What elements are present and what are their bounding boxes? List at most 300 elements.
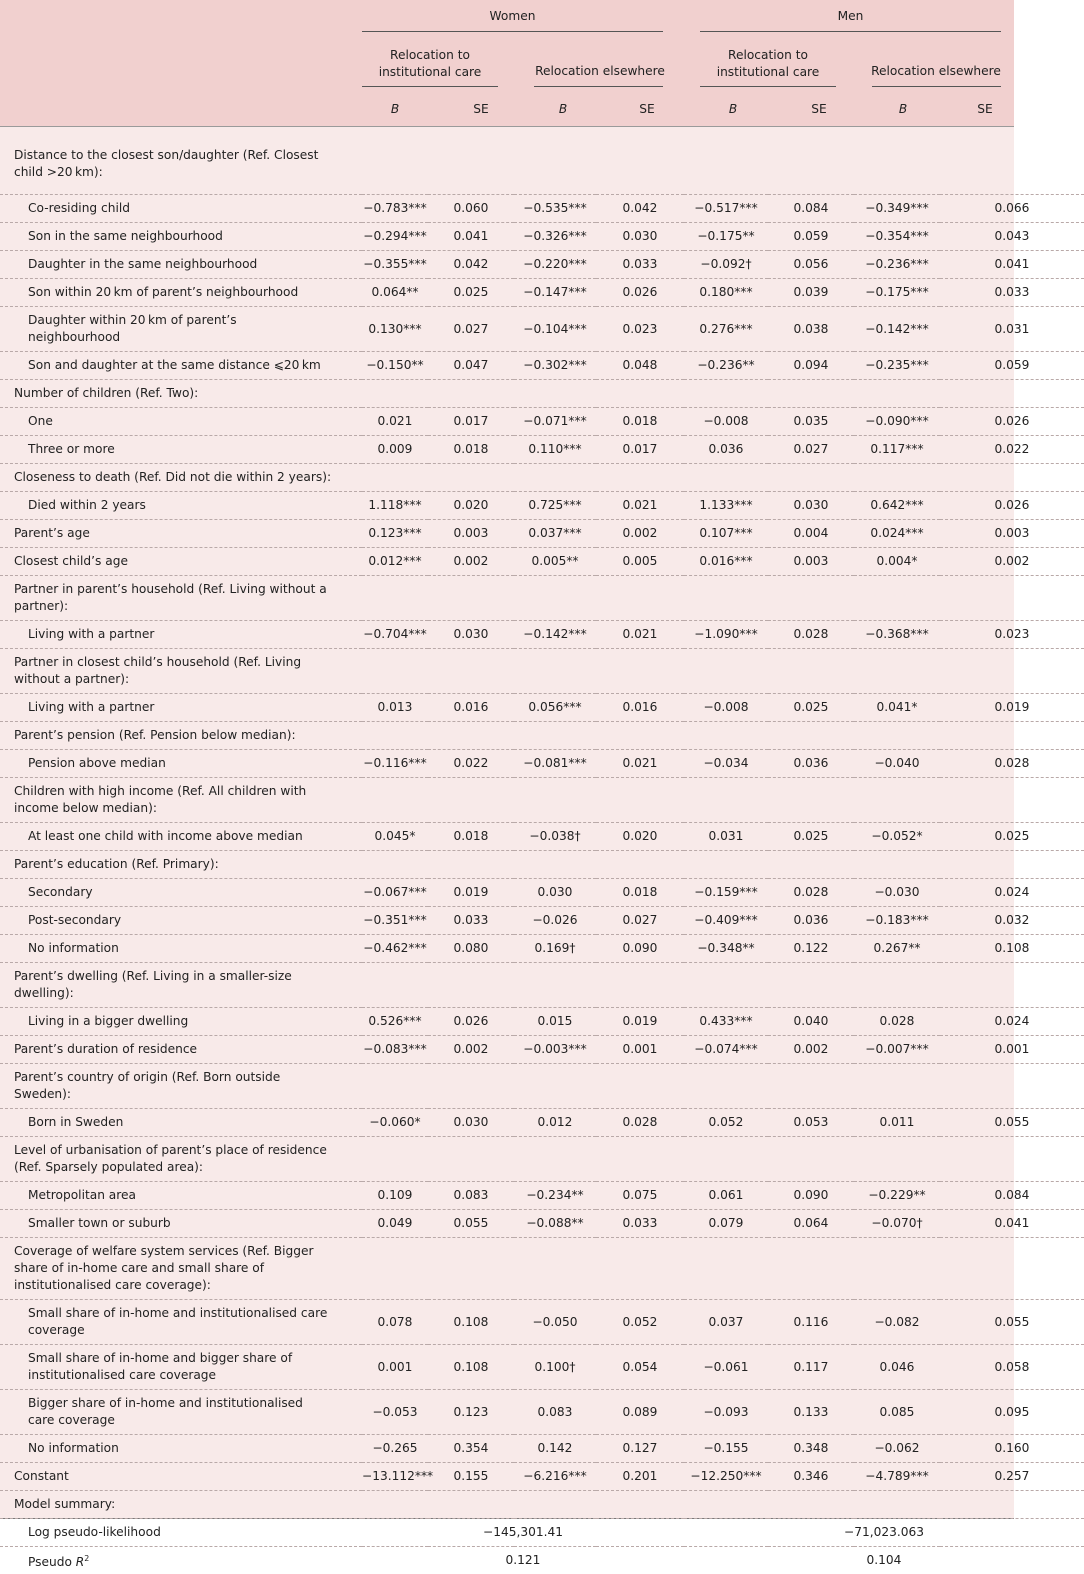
coef-cell: 0.107*** bbox=[684, 520, 768, 548]
row-label bbox=[0, 1463, 362, 1491]
row-label bbox=[0, 1210, 362, 1238]
table-row bbox=[0, 1547, 1084, 1574]
se-cell: 0.056 bbox=[768, 251, 854, 279]
se-cell: 0.020 bbox=[596, 823, 684, 851]
coef-cell: 0.046 bbox=[854, 1345, 940, 1390]
row-label bbox=[0, 464, 362, 492]
row-label bbox=[0, 1300, 362, 1345]
row-label-line: Parent’s education (Ref. Primary): bbox=[14, 856, 362, 873]
coef-cell: 0.267** bbox=[854, 935, 940, 963]
empty-cells bbox=[362, 127, 1084, 195]
se-cell: 0.346 bbox=[768, 1463, 854, 1491]
se-cell: 0.039 bbox=[768, 279, 854, 307]
se-cell: 0.133 bbox=[768, 1390, 854, 1435]
row-label-line: Co-residing child bbox=[28, 200, 362, 217]
se-cell: 0.030 bbox=[428, 621, 514, 649]
row-label-line: Post-secondary bbox=[28, 912, 362, 929]
empty-cells bbox=[362, 1491, 1084, 1519]
men-relocation-institutional-header bbox=[700, 47, 836, 81]
table-body bbox=[0, 127, 1084, 1574]
coef-cell: 0.433*** bbox=[684, 1008, 768, 1036]
coef-cell: −0.235*** bbox=[854, 352, 940, 380]
row-label bbox=[0, 492, 362, 520]
coef-cell: −0.183*** bbox=[854, 907, 940, 935]
table-row bbox=[0, 1238, 1084, 1300]
se-cell: 0.089 bbox=[596, 1390, 684, 1435]
se-cell: 0.055 bbox=[940, 1300, 1084, 1345]
coef-cell: 0.016*** bbox=[684, 548, 768, 576]
coef-cell: −0.326*** bbox=[514, 223, 596, 251]
se-cell: 0.016 bbox=[596, 694, 684, 722]
coef-cell: 0.526*** bbox=[362, 1008, 428, 1036]
table-row bbox=[0, 935, 1084, 963]
se-cell: 0.002 bbox=[940, 548, 1084, 576]
table-row bbox=[0, 1390, 1084, 1435]
coef-cell: 0.123*** bbox=[362, 520, 428, 548]
se-cell: 0.058 bbox=[940, 1345, 1084, 1390]
se-cell: 0.030 bbox=[428, 1109, 514, 1137]
se-cell: 0.080 bbox=[428, 935, 514, 963]
se-cell: 0.017 bbox=[428, 408, 514, 436]
row-label-italic: R bbox=[76, 1555, 84, 1569]
row-label-line: Parent’s dwelling (Ref. Living in a smaller-size bbox=[14, 968, 362, 985]
coef-cell: 0.030 bbox=[514, 879, 596, 907]
row-label-text: Pseudo bbox=[28, 1555, 76, 1569]
table-row bbox=[0, 649, 1084, 694]
se-cell: 0.019 bbox=[596, 1008, 684, 1036]
se-cell: 0.021 bbox=[596, 750, 684, 778]
se-cell: 0.160 bbox=[940, 1435, 1084, 1463]
table-row bbox=[0, 1064, 1084, 1109]
row-label-line: Parent’s age bbox=[14, 525, 362, 542]
row-label-line: Smaller town or suburb bbox=[28, 1215, 362, 1232]
se-cell: 0.040 bbox=[768, 1008, 854, 1036]
men-rel-inst-line1: Relocation to bbox=[700, 47, 836, 64]
coef-cell: −0.351*** bbox=[362, 907, 428, 935]
se-cell: 0.042 bbox=[596, 195, 684, 223]
se-cell: 0.055 bbox=[428, 1210, 514, 1238]
se-cell: 0.018 bbox=[428, 436, 514, 464]
coef-cell: −0.003*** bbox=[514, 1036, 596, 1064]
coef-cell: −0.040 bbox=[854, 750, 940, 778]
coef-cell: 0.015 bbox=[514, 1008, 596, 1036]
table-row bbox=[0, 750, 1084, 778]
row-label-line: Partner in parent’s household (Ref. Living without a bbox=[14, 581, 362, 598]
se-cell: 0.030 bbox=[596, 223, 684, 251]
row-label bbox=[0, 649, 362, 694]
row-label-line: Pension above median bbox=[28, 755, 362, 772]
se-cell: 0.155 bbox=[428, 1463, 514, 1491]
se-cell: 0.055 bbox=[940, 1109, 1084, 1137]
table-row bbox=[0, 1137, 1084, 1182]
se-cell: 0.038 bbox=[768, 307, 854, 352]
se-cell: 0.066 bbox=[940, 195, 1084, 223]
women-else-rule bbox=[534, 86, 663, 87]
coef-cell: −12.250*** bbox=[684, 1463, 768, 1491]
se-cell: 0.041 bbox=[940, 251, 1084, 279]
se-cell: 0.018 bbox=[596, 879, 684, 907]
empty-cells bbox=[362, 1238, 1084, 1300]
empty-cells bbox=[362, 851, 1084, 879]
coef-cell: −0.150** bbox=[362, 352, 428, 380]
se-cell: 0.018 bbox=[596, 408, 684, 436]
row-label bbox=[0, 195, 362, 223]
row-label-line: Son in the same neighbourhood bbox=[28, 228, 362, 245]
row-label-line: Living with a partner bbox=[28, 626, 362, 643]
coef-cell: −0.302*** bbox=[514, 352, 596, 380]
table-row bbox=[0, 823, 1084, 851]
se-cell: 0.026 bbox=[596, 279, 684, 307]
coef-cell: 0.036 bbox=[684, 436, 768, 464]
table-row bbox=[0, 1345, 1084, 1390]
se-cell: 0.108 bbox=[428, 1300, 514, 1345]
row-label bbox=[0, 823, 362, 851]
table-row bbox=[0, 722, 1084, 750]
se-cell: 0.075 bbox=[596, 1182, 684, 1210]
coef-cell: 0.064** bbox=[362, 279, 428, 307]
col-b-women-else: B bbox=[530, 102, 596, 116]
table-row bbox=[0, 436, 1084, 464]
se-cell: 0.025 bbox=[940, 823, 1084, 851]
se-cell: 0.042 bbox=[428, 251, 514, 279]
se-cell: 0.019 bbox=[428, 879, 514, 907]
se-cell: 0.041 bbox=[940, 1210, 1084, 1238]
row-label bbox=[0, 1008, 362, 1036]
table-row bbox=[0, 380, 1084, 408]
col-se-women-inst: SE bbox=[448, 102, 514, 116]
coef-cell: −0.229** bbox=[854, 1182, 940, 1210]
se-cell: 0.002 bbox=[768, 1036, 854, 1064]
row-label bbox=[0, 694, 362, 722]
coef-cell: −0.704*** bbox=[362, 621, 428, 649]
coef-cell: −0.092† bbox=[684, 251, 768, 279]
row-label-line: At least one child with income above median bbox=[28, 828, 362, 845]
row-label-line: Son and daughter at the same distance ⩽20 km bbox=[28, 357, 362, 374]
se-cell: 0.084 bbox=[940, 1182, 1084, 1210]
women-relocation-elsewhere-header: Relocation elsewhere bbox=[530, 64, 670, 78]
coef-cell: −0.070† bbox=[854, 1210, 940, 1238]
se-cell: 0.026 bbox=[428, 1008, 514, 1036]
coef-cell: 0.083 bbox=[514, 1390, 596, 1435]
coef-cell: 0.078 bbox=[362, 1300, 428, 1345]
row-label-line: Parent’s country of origin (Ref. Born outside bbox=[14, 1069, 362, 1086]
se-cell: 0.201 bbox=[596, 1463, 684, 1491]
coef-cell: −0.265 bbox=[362, 1435, 428, 1463]
se-cell: 0.031 bbox=[940, 307, 1084, 352]
row-label bbox=[0, 778, 362, 823]
women-inst-rule bbox=[362, 86, 498, 87]
row-label-line: Level of urbanisation of parent’s place of residence bbox=[14, 1142, 362, 1159]
table-row bbox=[0, 907, 1084, 935]
se-cell: 0.084 bbox=[768, 195, 854, 223]
coef-cell: −0.147*** bbox=[514, 279, 596, 307]
table-row bbox=[0, 548, 1084, 576]
se-cell: 0.048 bbox=[596, 352, 684, 380]
row-label bbox=[0, 279, 362, 307]
row-label bbox=[0, 621, 362, 649]
row-label-line: Born in Sweden bbox=[28, 1114, 362, 1131]
row-label bbox=[0, 1182, 362, 1210]
coef-cell: 0.100† bbox=[514, 1345, 596, 1390]
coef-cell: −0.236*** bbox=[854, 251, 940, 279]
empty-cells bbox=[362, 963, 1084, 1008]
men-relocation-elsewhere-header: Relocation elsewhere bbox=[866, 64, 1006, 78]
row-label-line: Constant bbox=[14, 1468, 362, 1485]
table-row bbox=[0, 778, 1084, 823]
se-cell: 0.024 bbox=[940, 1008, 1084, 1036]
row-label-line: Son within 20 km of parent’s neighbourhood bbox=[28, 284, 362, 301]
se-cell: 0.003 bbox=[940, 520, 1084, 548]
se-cell: 0.027 bbox=[768, 436, 854, 464]
row-label bbox=[0, 1491, 362, 1519]
header-men: Men bbox=[700, 9, 1001, 23]
coef-cell: 0.276*** bbox=[684, 307, 768, 352]
coef-cell: −0.030 bbox=[854, 879, 940, 907]
se-cell: 0.059 bbox=[768, 223, 854, 251]
se-cell: 0.025 bbox=[428, 279, 514, 307]
se-cell: 0.027 bbox=[596, 907, 684, 935]
se-cell: 0.116 bbox=[768, 1300, 854, 1345]
row-label-line: neighbourhood bbox=[28, 329, 362, 346]
row-label-line: without a partner): bbox=[14, 671, 362, 688]
se-cell: 0.024 bbox=[940, 879, 1084, 907]
se-cell: 0.022 bbox=[428, 750, 514, 778]
row-label bbox=[0, 548, 362, 576]
men-inst-rule bbox=[700, 86, 836, 87]
se-cell: 0.005 bbox=[596, 548, 684, 576]
coef-cell: 0.011 bbox=[854, 1109, 940, 1137]
coef-cell: −0.008 bbox=[684, 694, 768, 722]
se-cell: 0.028 bbox=[596, 1109, 684, 1137]
row-label bbox=[0, 127, 362, 195]
se-cell: 0.028 bbox=[940, 750, 1084, 778]
se-cell: 0.003 bbox=[428, 520, 514, 548]
row-label-line: Secondary bbox=[28, 884, 362, 901]
coef-cell: −0.349*** bbox=[854, 195, 940, 223]
se-cell: 0.095 bbox=[940, 1390, 1084, 1435]
table-row bbox=[0, 279, 1084, 307]
se-cell: 0.083 bbox=[428, 1182, 514, 1210]
coef-cell: 0.142 bbox=[514, 1435, 596, 1463]
header-women: Women bbox=[362, 9, 663, 23]
coef-cell: −0.081*** bbox=[514, 750, 596, 778]
coef-cell: −0.355*** bbox=[362, 251, 428, 279]
se-cell: 0.036 bbox=[768, 907, 854, 935]
row-label bbox=[0, 307, 362, 352]
coef-cell: −0.104*** bbox=[514, 307, 596, 352]
se-cell: 0.033 bbox=[940, 279, 1084, 307]
men-rel-inst-line2: institutional care bbox=[700, 64, 836, 81]
row-label bbox=[0, 1137, 362, 1182]
row-label-line: income below median): bbox=[14, 800, 362, 817]
row-label bbox=[0, 851, 362, 879]
row-label-line: institutionalised care coverage): bbox=[14, 1277, 362, 1294]
row-label bbox=[0, 1435, 362, 1463]
col-se-men-inst: SE bbox=[786, 102, 852, 116]
row-label-line: Died within 2 years bbox=[28, 497, 362, 514]
coef-cell: −0.348** bbox=[684, 935, 768, 963]
coef-cell: 0.052 bbox=[684, 1109, 768, 1137]
se-cell: 0.033 bbox=[428, 907, 514, 935]
se-cell: 0.094 bbox=[768, 352, 854, 380]
coef-cell: 0.180*** bbox=[684, 279, 768, 307]
row-label bbox=[0, 907, 362, 935]
empty-cells bbox=[362, 649, 1084, 694]
se-cell: 0.026 bbox=[940, 492, 1084, 520]
se-cell: 0.354 bbox=[428, 1435, 514, 1463]
se-cell: 0.002 bbox=[428, 1036, 514, 1064]
se-cell: 0.053 bbox=[768, 1109, 854, 1137]
coef-cell: −0.368*** bbox=[854, 621, 940, 649]
se-cell: 0.035 bbox=[768, 408, 854, 436]
row-label bbox=[0, 1238, 362, 1300]
coef-cell: 0.009 bbox=[362, 436, 428, 464]
se-cell: 0.027 bbox=[428, 307, 514, 352]
se-cell: 0.022 bbox=[940, 436, 1084, 464]
summary-value-women: −145,301.41 bbox=[362, 1519, 684, 1547]
coef-cell: 1.133*** bbox=[684, 492, 768, 520]
coef-cell: −0.294*** bbox=[362, 223, 428, 251]
empty-cells bbox=[362, 722, 1084, 750]
coef-cell: −0.462*** bbox=[362, 935, 428, 963]
se-cell: 0.043 bbox=[940, 223, 1084, 251]
row-label bbox=[0, 1109, 362, 1137]
row-label bbox=[0, 935, 362, 963]
women-rel-inst-line1: Relocation to bbox=[362, 47, 498, 64]
row-label-line: Partner in closest child’s household (Ref. Living bbox=[14, 654, 362, 671]
coef-cell: 0.725*** bbox=[514, 492, 596, 520]
coef-cell: −0.088** bbox=[514, 1210, 596, 1238]
row-label bbox=[0, 879, 362, 907]
coef-cell: −0.038† bbox=[514, 823, 596, 851]
se-cell: 0.018 bbox=[428, 823, 514, 851]
coef-cell: 0.049 bbox=[362, 1210, 428, 1238]
header-women-rule bbox=[362, 31, 663, 32]
row-label-line: Living with a partner bbox=[28, 699, 362, 716]
table-row bbox=[0, 1210, 1084, 1238]
table-row bbox=[0, 127, 1084, 195]
se-cell: 0.117 bbox=[768, 1345, 854, 1390]
coef-cell: −6.216*** bbox=[514, 1463, 596, 1491]
row-label-line: institutionalised care coverage bbox=[28, 1367, 362, 1384]
coef-cell: 0.045* bbox=[362, 823, 428, 851]
se-cell: 0.108 bbox=[940, 935, 1084, 963]
coef-cell: −4.789*** bbox=[854, 1463, 940, 1491]
se-cell: 0.001 bbox=[940, 1036, 1084, 1064]
se-cell: 0.033 bbox=[596, 251, 684, 279]
row-label-line: Living in a bigger dwelling bbox=[28, 1013, 362, 1030]
row-label-line: coverage bbox=[28, 1322, 362, 1339]
se-cell: 0.036 bbox=[768, 750, 854, 778]
se-cell: 0.002 bbox=[596, 520, 684, 548]
row-label-line: Three or more bbox=[28, 441, 362, 458]
coef-cell: 0.110*** bbox=[514, 436, 596, 464]
row-label bbox=[0, 1036, 362, 1064]
row-label bbox=[0, 380, 362, 408]
table-row bbox=[0, 223, 1084, 251]
table-row bbox=[0, 408, 1084, 436]
summary-value-men: 0.104 bbox=[684, 1547, 1084, 1574]
coef-cell: −0.236** bbox=[684, 352, 768, 380]
coef-cell: 0.037*** bbox=[514, 520, 596, 548]
table-row bbox=[0, 520, 1084, 548]
empty-cells bbox=[362, 1064, 1084, 1109]
col-b-men-else: B bbox=[870, 102, 936, 116]
coef-cell: 0.130*** bbox=[362, 307, 428, 352]
women-relocation-institutional-header bbox=[362, 47, 498, 81]
coef-cell: −0.409*** bbox=[684, 907, 768, 935]
se-cell: 0.090 bbox=[768, 1182, 854, 1210]
coef-cell: −0.159*** bbox=[684, 879, 768, 907]
coef-cell: −0.783*** bbox=[362, 195, 428, 223]
se-cell: 0.019 bbox=[940, 694, 1084, 722]
row-label-line: child >20 km): bbox=[14, 164, 362, 181]
se-cell: 0.030 bbox=[768, 492, 854, 520]
coef-cell: 0.031 bbox=[684, 823, 768, 851]
row-label-line: Closest child’s age bbox=[14, 553, 362, 570]
coef-cell: 0.005** bbox=[514, 548, 596, 576]
row-label bbox=[0, 750, 362, 778]
row-label bbox=[0, 963, 362, 1008]
row-label bbox=[0, 1064, 362, 1109]
coef-cell: −0.071*** bbox=[514, 408, 596, 436]
se-cell: 0.060 bbox=[428, 195, 514, 223]
row-label-line: Small share of in-home and institutionalised care bbox=[28, 1305, 362, 1322]
coef-cell: −0.052* bbox=[854, 823, 940, 851]
coef-cell: −0.142*** bbox=[514, 621, 596, 649]
table-row bbox=[0, 352, 1084, 380]
col-se-women-else: SE bbox=[614, 102, 680, 116]
coef-cell: 0.109 bbox=[362, 1182, 428, 1210]
table-header bbox=[0, 0, 1014, 127]
coef-cell: −0.090*** bbox=[854, 408, 940, 436]
row-label-line: Number of children (Ref. Two): bbox=[14, 385, 362, 402]
se-cell: 0.052 bbox=[596, 1300, 684, 1345]
se-cell: 0.021 bbox=[596, 492, 684, 520]
row-label bbox=[0, 223, 362, 251]
se-cell: 0.090 bbox=[596, 935, 684, 963]
table-row bbox=[0, 851, 1084, 879]
row-label bbox=[0, 1390, 362, 1435]
empty-cells bbox=[362, 380, 1084, 408]
row-label-line: Log pseudo-likelihood bbox=[28, 1524, 362, 1541]
se-cell: 0.032 bbox=[940, 907, 1084, 935]
coef-cell: −0.535*** bbox=[514, 195, 596, 223]
se-cell: 0.023 bbox=[940, 621, 1084, 649]
coef-cell: −0.354*** bbox=[854, 223, 940, 251]
row-label-line: Sweden): bbox=[14, 1086, 362, 1103]
row-label-line: Parent’s pension (Ref. Pension below median): bbox=[14, 727, 362, 744]
coef-cell: −0.155 bbox=[684, 1435, 768, 1463]
coef-cell: −0.082 bbox=[854, 1300, 940, 1345]
se-cell: 0.047 bbox=[428, 352, 514, 380]
se-cell: 0.054 bbox=[596, 1345, 684, 1390]
row-label-line: Coverage of welfare system services (Ref. Bigger bbox=[14, 1243, 362, 1260]
coef-cell: 0.001 bbox=[362, 1345, 428, 1390]
row-label-line: Bigger share of in-home and institutionalised bbox=[28, 1395, 362, 1412]
empty-cells bbox=[362, 1137, 1084, 1182]
coef-cell: 0.004* bbox=[854, 548, 940, 576]
coef-cell: −0.517*** bbox=[684, 195, 768, 223]
summary-value-women: 0.121 bbox=[362, 1547, 684, 1574]
se-cell: 0.026 bbox=[940, 408, 1084, 436]
se-cell: 0.021 bbox=[596, 621, 684, 649]
row-label-line: Model summary: bbox=[14, 1496, 362, 1513]
coef-cell: 1.118*** bbox=[362, 492, 428, 520]
table-row bbox=[0, 1435, 1084, 1463]
table-row bbox=[0, 694, 1084, 722]
coef-cell: −0.060* bbox=[362, 1109, 428, 1137]
